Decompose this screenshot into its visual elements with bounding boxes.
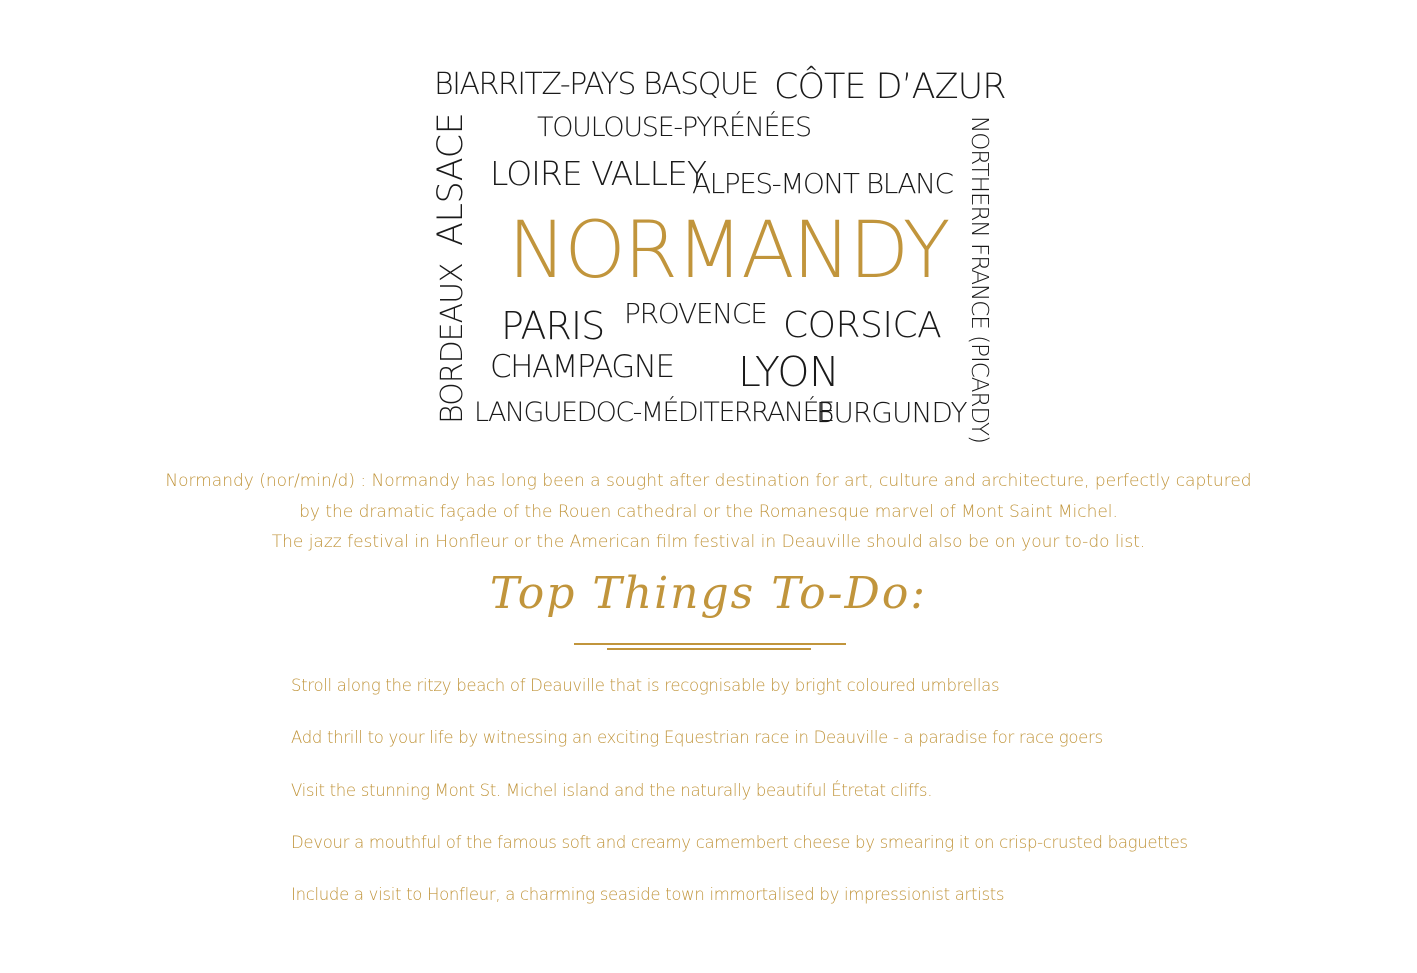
intro-line-2: by the dramatic façade of the Rouen cathedral or the Romanesque marvel of Mont Saint Michel. [299,501,1118,522]
word-bordeaux: BORDEAUX [435,263,470,424]
word-biarritz: BIARRITZ-PAYS BASQUE [434,67,758,102]
word-toulouse: TOULOUSE-PYRÉNÉES [537,112,811,143]
word-northern-france: NORTHERN FRANCE (PICARDY) [966,116,992,443]
word-alpes: ALPES-MONT BLANC [692,167,953,200]
list-item: Include a visit to Honfleur, a charming seaside town immortalised by impressionist artists [291,885,1005,905]
word-languedoc: LANGUEDOC-MÉDITERRANÉE [474,397,834,428]
heading-underline [574,643,846,645]
list-item: Devour a mouthful of the famous soft and creamy camembert cheese by smearing it on crisp-crusted baguettes [291,832,1188,852]
intro-line-3: The jazz festival in Honfleur or the American film festival in Deauville should also be on your to-do list. [271,532,1146,552]
word-normandy: NORMANDY [508,206,949,296]
todo-list [291,672,1188,933]
word-paris: PARIS [501,304,605,348]
word-cote-dazur: CÔTE D’AZUR [774,67,1006,107]
heading-underline-short [607,648,811,650]
word-lyon: LYON [738,348,840,396]
destination-word-cloud [0,0,1417,450]
word-corsica: CORSICA [783,305,942,346]
word-champagne: CHAMPAGNE [490,349,674,385]
word-loire-valley: LOIRE VALLEY [490,154,707,193]
word-burgundy: BURGUNDY [816,396,967,429]
intro-paragraph [150,466,1267,558]
section-heading: Top Things To-Do: [489,568,928,619]
list-item: Visit the stunning Mont St. Michel island and the naturally beautiful Étretat cliffs. [291,780,933,800]
word-provence: PROVENCE [624,297,767,330]
list-item: Add thrill to your life by witnessing an exciting Equestrian race in Deauville - a paradise for race goers [291,728,1103,748]
word-alsace: ALSACE [431,112,471,246]
intro-line-1: Normandy (nor/min/d) : Normandy has long been a sought after destination for art, culture and architecture, perfectly captured [165,471,1252,491]
list-item: Stroll along the ritzy beach of Deauville that is recognisable by bright coloured umbrellas [291,676,1000,695]
